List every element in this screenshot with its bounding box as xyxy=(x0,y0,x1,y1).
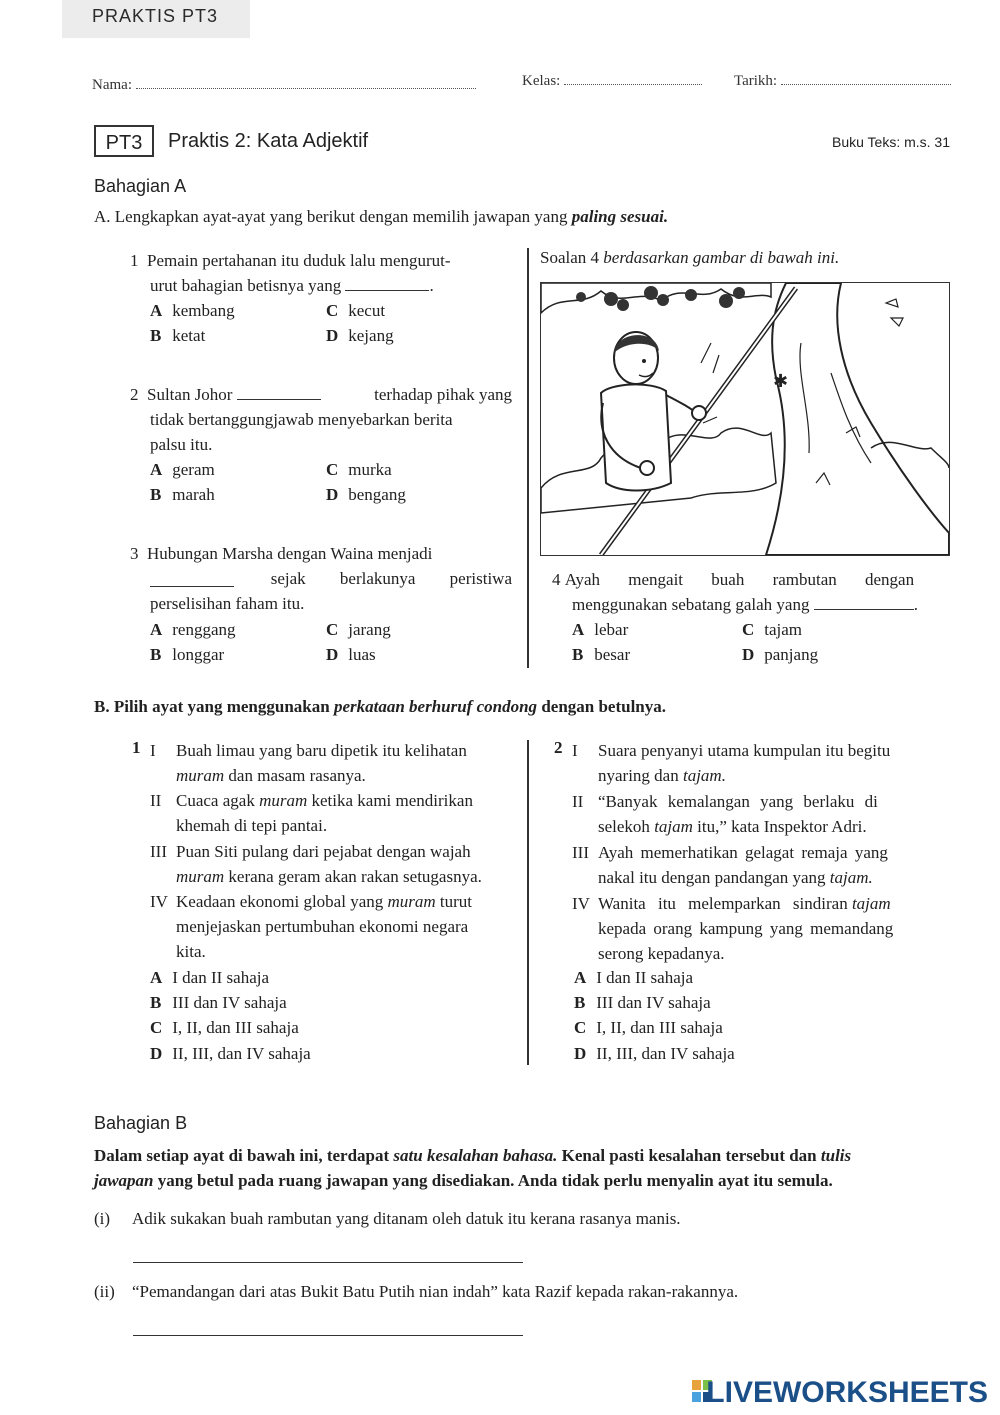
b1-item-1: I Buah limau yang baru dipetik itu kelihatan muram dan masam rasanya. xyxy=(150,741,467,785)
question-2 xyxy=(130,382,512,457)
item-ii-text: “Pemandangan dari atas Bukit Batu Putih nian indah” kata Razif kepada rakan-rakannya. xyxy=(132,1282,739,1301)
tarikh-field xyxy=(734,72,951,90)
instruction-b-end: dengan betulnya. xyxy=(541,697,667,716)
section-a-heading: Bahagian A xyxy=(94,176,187,196)
b1-num: 1 xyxy=(132,738,141,757)
header-tab xyxy=(62,0,250,38)
instruction-b-emphasis: perkataan berhuruf condong xyxy=(333,697,538,716)
column-divider-a xyxy=(527,248,529,668)
tarikh-label: Tarikh: xyxy=(734,73,778,89)
q3-option-b[interactable]: B longgar xyxy=(150,645,225,664)
q1-blank xyxy=(345,274,429,291)
instr-b-em2: tulis xyxy=(820,1146,852,1165)
q2-text-2: tidak bertanggungjawab menyebarkan berita xyxy=(150,410,453,429)
q3-text-3: perselisihan faham itu. xyxy=(150,594,305,613)
instruction-a xyxy=(94,207,668,227)
q2-option-d[interactable]: D bengang xyxy=(326,485,406,504)
b2-item-2: II “Banyak kemalangan yang berlaku di selekoh tajam itu,” kata Inspektor Adri. xyxy=(572,792,878,836)
nama-field xyxy=(92,76,476,94)
q4-text-1: Ayah mengait buah rambutan dengan xyxy=(564,570,915,589)
textbook-reference: Buku Teks: m.s. 31 xyxy=(831,134,950,150)
header-tab-label: PRAKTIS PT3 xyxy=(92,6,219,26)
svg-text:✱: ✱ xyxy=(773,371,789,392)
instr-b-part3: yang betul pada ruang jawapan yang disediakan. Anda tidak perlu menyalin ayat itu semula. xyxy=(157,1171,833,1190)
kelas-input-line[interactable] xyxy=(564,72,702,85)
instruction-a-emphasis: paling sesuai. xyxy=(571,207,669,226)
item-ii-label: (ii) xyxy=(94,1282,115,1301)
q4-text-2: menggunakan sebatang galah yang xyxy=(572,595,810,614)
man-picking-rambutan-illustration xyxy=(541,283,949,555)
q3-text-2: sejak berlakunya peristiwa xyxy=(270,569,512,588)
q4-blank xyxy=(814,593,914,610)
q2-option-c[interactable]: C murka xyxy=(326,460,392,479)
b1-option-d[interactable]: D II, III, dan IV sahaja xyxy=(150,1044,311,1063)
instr-b-em1: satu kesalahan bahasa. xyxy=(393,1146,558,1165)
q2-option-b[interactable]: B marah xyxy=(150,485,215,504)
section-b-item-ii xyxy=(94,1282,738,1302)
question-4: 4 Ayah mengait buah rambutan dengan menggunakan sebatang galah yang . xyxy=(552,567,948,617)
soalan-4-emphasis: berdasarkan gambar di bawah ini. xyxy=(603,248,840,267)
section-b-item-i xyxy=(94,1209,681,1229)
b2-option-b[interactable]: B III dan IV sahaja xyxy=(574,993,711,1012)
b1-item-3: III Puan Siti pulang dari pejabat dengan wajah muram kerana geram akan rakan setugasnya. xyxy=(150,842,482,886)
answer-line-i[interactable] xyxy=(133,1262,523,1263)
q3-option-a[interactable]: A renggang xyxy=(150,620,236,639)
q4-option-b[interactable]: B besar xyxy=(572,645,631,664)
q1-option-c[interactable]: C kecut xyxy=(326,301,386,320)
b2-item-3: III Ayah memerhatikan gelagat remaja yang nakal itu dengan pandangan yang tajam. xyxy=(572,843,888,887)
soalan-4-prompt xyxy=(540,248,839,268)
q3-num: 3 xyxy=(130,544,139,563)
b1-item-4: IV Keadaan ekonomi global yang muram turut menjejaskan pertumbuhan ekonomi negara kita. xyxy=(150,892,473,961)
question-3 xyxy=(130,541,512,616)
q4-option-d[interactable]: D panjang xyxy=(742,645,819,664)
pt3-badge: PT3 xyxy=(94,125,154,157)
q2-option-a[interactable]: A geram xyxy=(150,460,215,479)
instruction-b-text: B. Pilih ayat yang menggunakan xyxy=(94,697,330,716)
instr-b-part2: Kenal pasti kesalahan tersebut dan xyxy=(561,1146,817,1165)
b1-option-a[interactable]: A I dan II sahaja xyxy=(150,968,270,987)
b1-option-c[interactable]: C I, II, dan III sahaja xyxy=(150,1018,299,1037)
b1-option-b[interactable]: B III dan IV sahaja xyxy=(150,993,287,1012)
q1-option-a[interactable]: A kembang xyxy=(150,301,235,320)
nama-label: Nama: xyxy=(92,77,132,93)
q1-text-2: urut bahagian betisnya yang xyxy=(150,276,342,295)
b2-item-4: IV Wanita itu melemparkan sindiran tajam kepada orang kampung yang memandang serong kepadanya. xyxy=(572,894,894,963)
answer-line-ii[interactable] xyxy=(133,1335,523,1336)
b2-option-d[interactable]: D II, III, dan IV sahaja xyxy=(574,1044,735,1063)
q2-text-3: palsu itu. xyxy=(150,435,213,454)
picture-frame xyxy=(540,282,950,556)
soalan-4-prefix: Soalan 4 xyxy=(540,248,600,267)
b2-option-c[interactable]: C I, II, dan III sahaja xyxy=(574,1018,723,1037)
q3-option-d[interactable]: D luas xyxy=(326,645,376,664)
kelas-field xyxy=(522,72,702,90)
q2-blank xyxy=(237,383,321,400)
q2-text-1b: terhadap pihak yang xyxy=(374,385,512,404)
instruction-a-text: A. Lengkapkan ayat-ayat yang berikut dengan memilih jawapan yang xyxy=(94,207,568,226)
page-title: Praktis 2: Kata Adjektif xyxy=(168,130,369,152)
column-divider-b xyxy=(527,740,529,1065)
q3-option-c[interactable]: C jarang xyxy=(326,620,391,639)
q3-blank xyxy=(150,570,234,587)
section-b-heading: Bahagian B xyxy=(94,1113,188,1133)
q3-text-1: Hubungan Marsha dengan Waina menjadi xyxy=(147,544,433,563)
instr-b-part1: Dalam setiap ayat di bawah ini, terdapat xyxy=(94,1146,390,1165)
q1-option-b[interactable]: B ketat xyxy=(150,326,206,345)
b1-item-2: II Cuaca agak muram ketika kami mendirikan khemah di tepi pantai. xyxy=(150,791,473,835)
instruction-section-b xyxy=(94,1143,950,1193)
q1-option-d[interactable]: D kejang xyxy=(326,326,394,345)
item-i-text: Adik sukakan buah rambutan yang ditanam oleh datuk itu kerana rasanya manis. xyxy=(132,1209,681,1228)
b2-item-1: I Suara penyanyi utama kumpulan itu begitu nyaring dan tajam. xyxy=(572,741,891,785)
q2-text-1a: Sultan Johor xyxy=(147,385,233,404)
question-1: 1 Pemain pertahanan itu duduk lalu mengurut- urut bahagian betisnya yang . xyxy=(130,251,451,295)
item-i-label: (i) xyxy=(94,1209,111,1228)
nama-input-line[interactable] xyxy=(136,76,476,89)
b2-option-a[interactable]: A I dan II sahaja xyxy=(574,968,694,987)
q4-num: 4 xyxy=(552,570,561,589)
tarikh-input-line[interactable] xyxy=(781,72,951,85)
q4-option-c[interactable]: C tajam xyxy=(742,620,803,639)
liveworksheets-logo: LIVEWORKSHEETS xyxy=(706,1376,988,1409)
q1-num: 1 xyxy=(130,251,139,270)
q2-num: 2 xyxy=(130,385,139,404)
q4-option-a[interactable]: A lebar xyxy=(572,620,629,639)
kelas-label: Kelas: xyxy=(522,73,561,89)
b2-num: 2 xyxy=(554,738,563,757)
instr-b-em3: jawapan xyxy=(94,1171,154,1190)
instruction-b xyxy=(94,697,666,717)
q1-text-1: Pemain pertahanan itu duduk lalu mengurut- xyxy=(147,251,451,270)
